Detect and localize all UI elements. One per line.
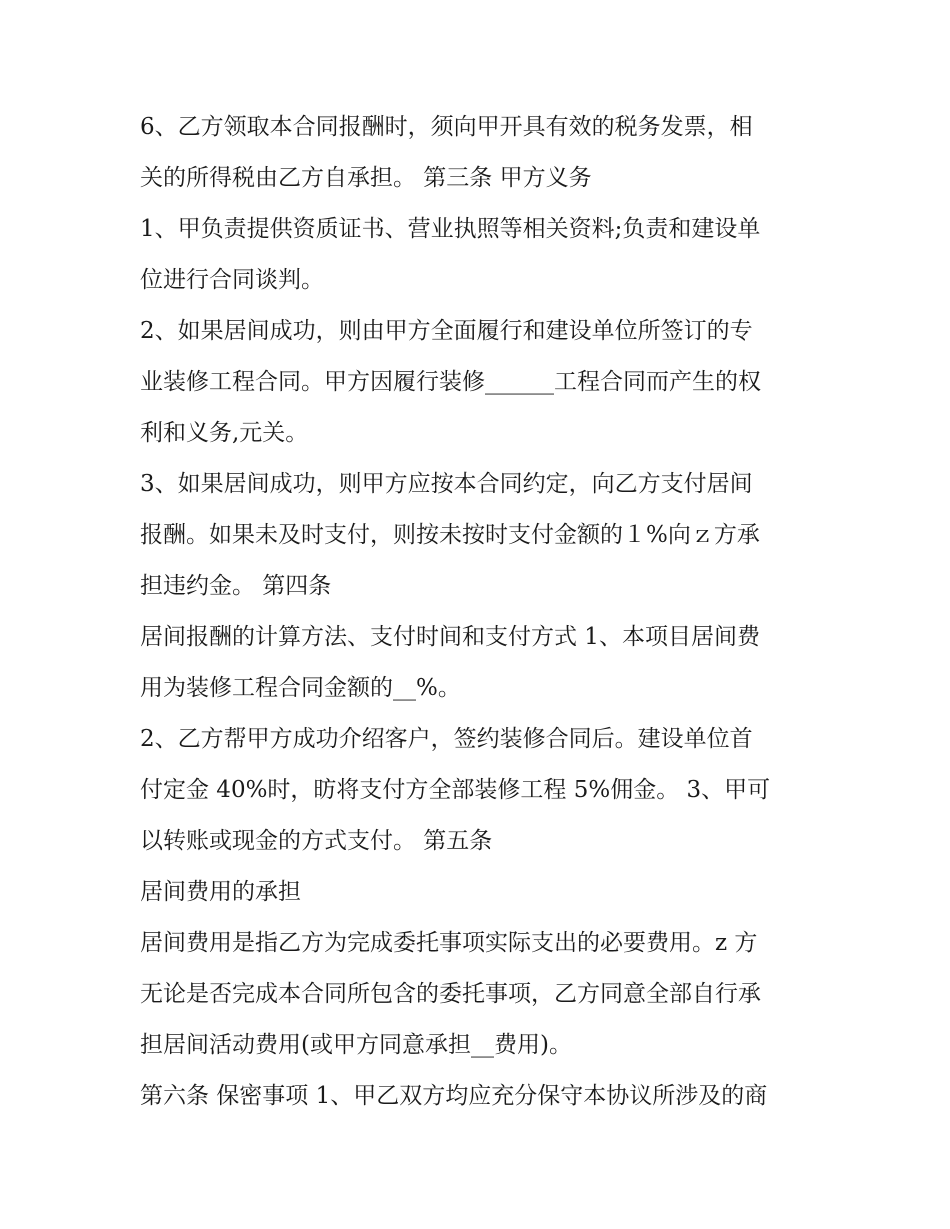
text-line: 关的所得税由乙方自承担。 第三条 甲方义务	[140, 165, 592, 191]
text-line: 用为装修工程合同金额的__%。	[140, 675, 461, 701]
text-line: 居间报酬的计算方法、支付时间和支付方式 1、本项目居间费	[140, 624, 760, 650]
text-line: 利和义务,元关。	[140, 420, 309, 446]
text-line: 担居间活动费用(或甲方同意承担__费用)。	[140, 1032, 572, 1058]
text-line: 报酬。如果未及时支付，则按未按时支付金额的１%向ｚ方承	[140, 522, 760, 548]
document-body	[140, 102, 820, 1122]
text-line: 2、如果居间成功，则由甲方全面履行和建设单位所签订的专	[140, 318, 753, 344]
text-line: 居间费用是指乙方为完成委托事项实际支出的必要费用。z 方	[140, 930, 758, 956]
text-line: 第六条 保密事项 1、甲乙双方均应充分保守本协议所涉及的商	[140, 1083, 768, 1109]
text-line: 担违约金。 第四条	[140, 573, 332, 599]
text-line: 付定金 40%时，昉将支付方全部装修工程 5%佣金。 3、甲可	[140, 777, 771, 803]
text-line: 2、乙方帮甲方成功介绍客户，签约装修合同后。建设单位首	[140, 726, 753, 752]
text-line: 6、乙方领取本合同报酬时，须向甲开具有效的税务发票，相	[140, 114, 753, 140]
text-line: 3、如果居间成功，则甲方应按本合同约定，向乙方支付居间	[140, 471, 753, 497]
text-line: 1、甲负责提供资质证书、营业执照等相关资料;负责和建设单	[140, 216, 761, 242]
text-line: 以转账或现金的方式支付。 第五条	[140, 828, 493, 854]
text-line: 业装修工程合同。甲方因履行装修______工程合同而产生的权	[140, 369, 761, 395]
text-line: 居间费用的承担	[140, 879, 301, 905]
text-line: 位进行合同谈判。	[140, 267, 324, 293]
text-line: 无论是否完成本合同所包含的委托事项，乙方同意全部自行承	[140, 981, 761, 1007]
